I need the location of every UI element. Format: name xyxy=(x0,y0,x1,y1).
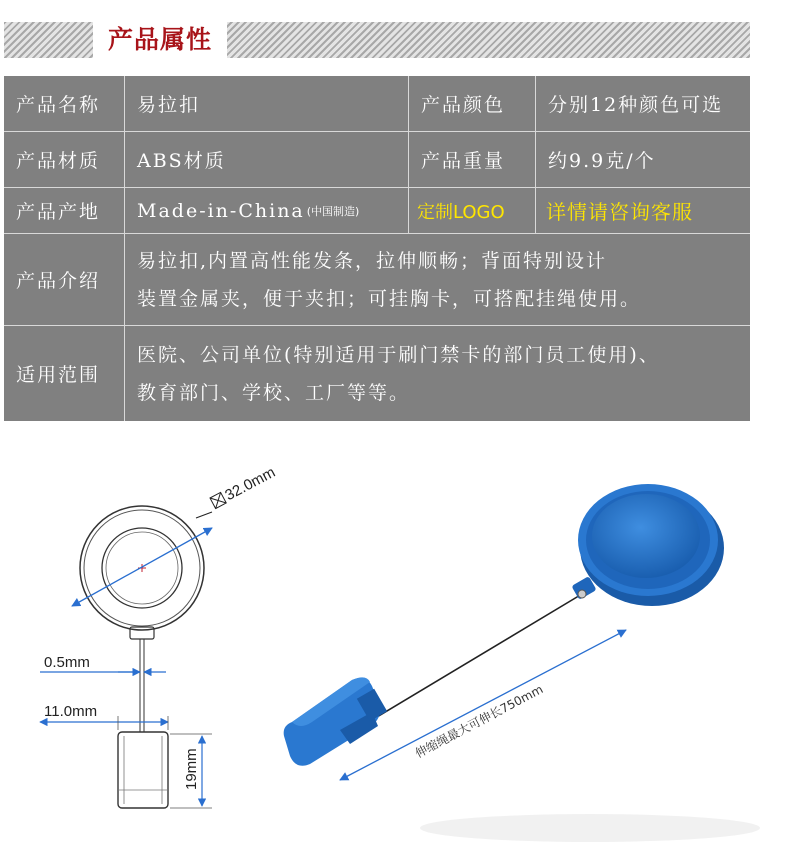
intro-line-2: 装置金属夹，便于夹扣；可挂胸卡，可搭配挂绳使用。 xyxy=(137,287,642,310)
product-diagram xyxy=(0,430,790,867)
value-scope xyxy=(124,326,750,421)
diameter-dimension-line xyxy=(72,528,212,606)
value-product-name: 易拉扣 xyxy=(124,76,408,131)
label-product-name: 产品名称 xyxy=(16,94,101,116)
clip-height-value: 19mm xyxy=(183,748,200,790)
spec-row-scope xyxy=(4,326,750,421)
value-weight: 约9.9克/个 xyxy=(535,132,750,187)
spec-table xyxy=(4,76,750,421)
spec-row-origin xyxy=(4,188,750,234)
scope-line-2: 教育部门、学校、工厂等等。 xyxy=(137,381,411,404)
clip-outline xyxy=(118,732,168,808)
value-origin xyxy=(124,188,408,233)
scope-line-1: 医院、公司单位(特别适用于刷门禁卡的部门员工使用)、 xyxy=(137,343,660,366)
cord-width-value: 0.5mm xyxy=(44,654,90,671)
value-contact-service: 详情请咨询客服 xyxy=(535,188,750,233)
label-scope: 适用范围 xyxy=(16,364,101,386)
retractable-cord xyxy=(372,594,582,720)
spec-row-intro xyxy=(4,234,750,326)
spec-row-material xyxy=(4,132,750,188)
spec-row-name xyxy=(4,76,750,132)
label-product-color: 产品颜色 xyxy=(408,76,535,131)
clip-width-value: 11.0mm xyxy=(44,703,98,720)
product-illustration xyxy=(284,484,760,842)
value-material: ABS材质 xyxy=(124,132,408,187)
label-origin: 产品产地 xyxy=(16,201,101,223)
reel-body xyxy=(571,484,724,606)
outline-drawing xyxy=(40,464,278,808)
label-custom-logo: 定制LOGO xyxy=(408,188,535,233)
diameter-value: 32.0mm xyxy=(222,463,279,505)
value-intro xyxy=(124,234,750,325)
intro-line-1: 易拉扣,内置高性能发条，拉伸顺畅；背面特别设计 xyxy=(137,249,608,272)
cord-length-value: 伸缩绳最大可伸长750mm xyxy=(412,682,546,761)
label-material: 产品材质 xyxy=(16,150,101,172)
clip-body xyxy=(284,677,387,765)
label-weight: 产品重量 xyxy=(408,132,535,187)
value-product-color: 分别12种颜色可选 xyxy=(535,76,750,131)
ground-shadow xyxy=(420,814,760,842)
label-intro: 产品介绍 xyxy=(16,270,101,292)
section-title: 产品属性 xyxy=(93,22,227,58)
diameter-label xyxy=(209,464,278,511)
diameter-leader xyxy=(196,512,212,518)
value-origin-suffix: (中国制造) xyxy=(306,204,360,218)
value-origin-text: Made-in-China xyxy=(137,199,305,222)
